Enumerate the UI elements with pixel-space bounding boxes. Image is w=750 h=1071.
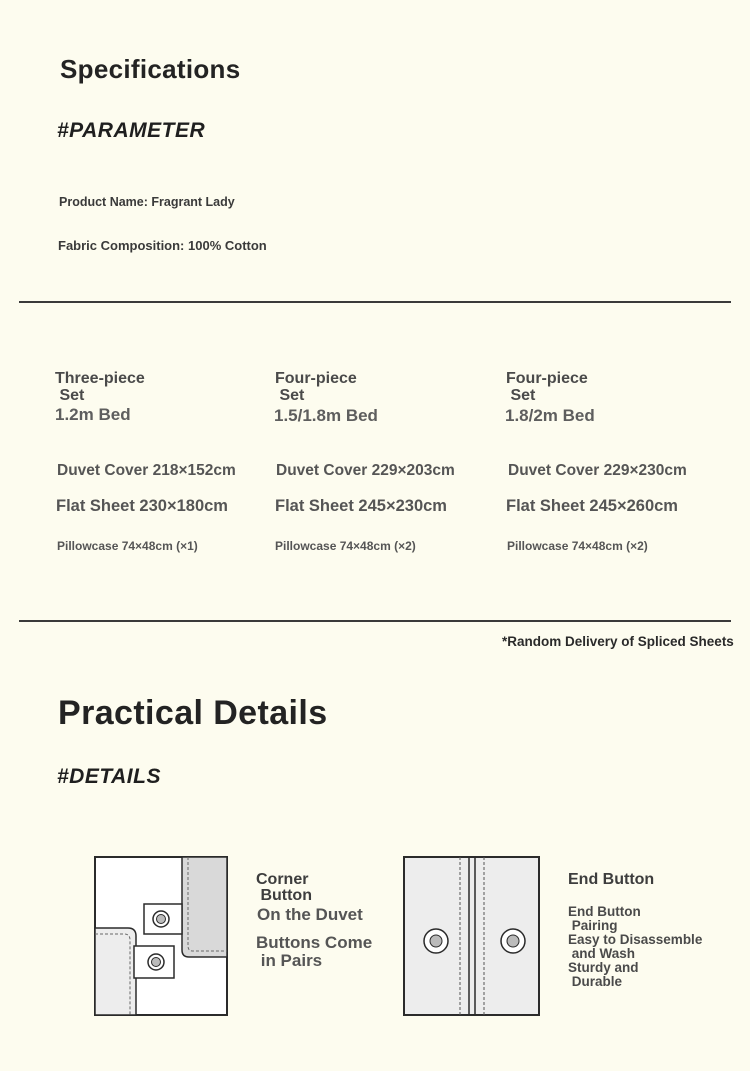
specifications-title: Specifications bbox=[60, 54, 241, 84]
end-button-lines: End Button Pairing Easy to Disassemble and Wash Sturdy and Durable bbox=[568, 904, 703, 989]
product-name: Product Name: Fragrant Lady bbox=[59, 195, 235, 209]
set-pillow-3: Pillowcase 74×48cm (×2) bbox=[507, 539, 648, 553]
set-bed-3: 1.8/2m Bed bbox=[505, 406, 595, 425]
set-bed-2: 1.5/1.8m Bed bbox=[274, 406, 378, 425]
note-clip bbox=[502, 634, 750, 649]
spliced-sheets-note: *Random Delivery of Spliced Sheets bbox=[502, 634, 734, 649]
details-tag: #DETAILS bbox=[57, 765, 161, 788]
set-flat-2: Flat Sheet 245×230cm bbox=[275, 497, 447, 515]
set-pillow-2: Pillowcase 74×48cm (×2) bbox=[275, 539, 416, 553]
set-duvet-3: Duvet Cover 229×230cm bbox=[508, 462, 687, 479]
corner-button-line2: Buttons Come in Pairs bbox=[256, 933, 373, 970]
corner-button-icon bbox=[94, 856, 228, 1016]
divider-top bbox=[19, 301, 731, 303]
divider-bottom bbox=[19, 620, 731, 622]
set-name-2: Four-piece Set bbox=[275, 370, 357, 404]
set-pillow-1: Pillowcase 74×48cm (×1) bbox=[57, 539, 198, 553]
set-flat-3: Flat Sheet 245×260cm bbox=[506, 497, 678, 515]
end-button-title: End Button bbox=[568, 871, 655, 888]
end-button-icon bbox=[403, 856, 540, 1016]
set-name-3: Four-piece Set bbox=[506, 370, 588, 404]
fabric-composition: Fabric Composition: 100% Cotton bbox=[58, 238, 267, 253]
corner-button-illustration bbox=[94, 856, 228, 1016]
corner-button-title: Corner Button bbox=[256, 871, 312, 904]
set-duvet-1: Duvet Cover 218×152cm bbox=[57, 462, 236, 479]
parameter-tag: #PARAMETER bbox=[57, 119, 206, 142]
end-button-illustration bbox=[403, 856, 540, 1016]
practical-details-title: Practical Details bbox=[58, 694, 328, 732]
corner-button-line1: On the Duvet bbox=[257, 905, 363, 924]
set-bed-1: 1.2m Bed bbox=[55, 405, 131, 424]
set-duvet-2: Duvet Cover 229×203cm bbox=[276, 462, 455, 479]
set-flat-1: Flat Sheet 230×180cm bbox=[56, 497, 228, 515]
set-name-1: Three-piece Set bbox=[55, 370, 145, 404]
